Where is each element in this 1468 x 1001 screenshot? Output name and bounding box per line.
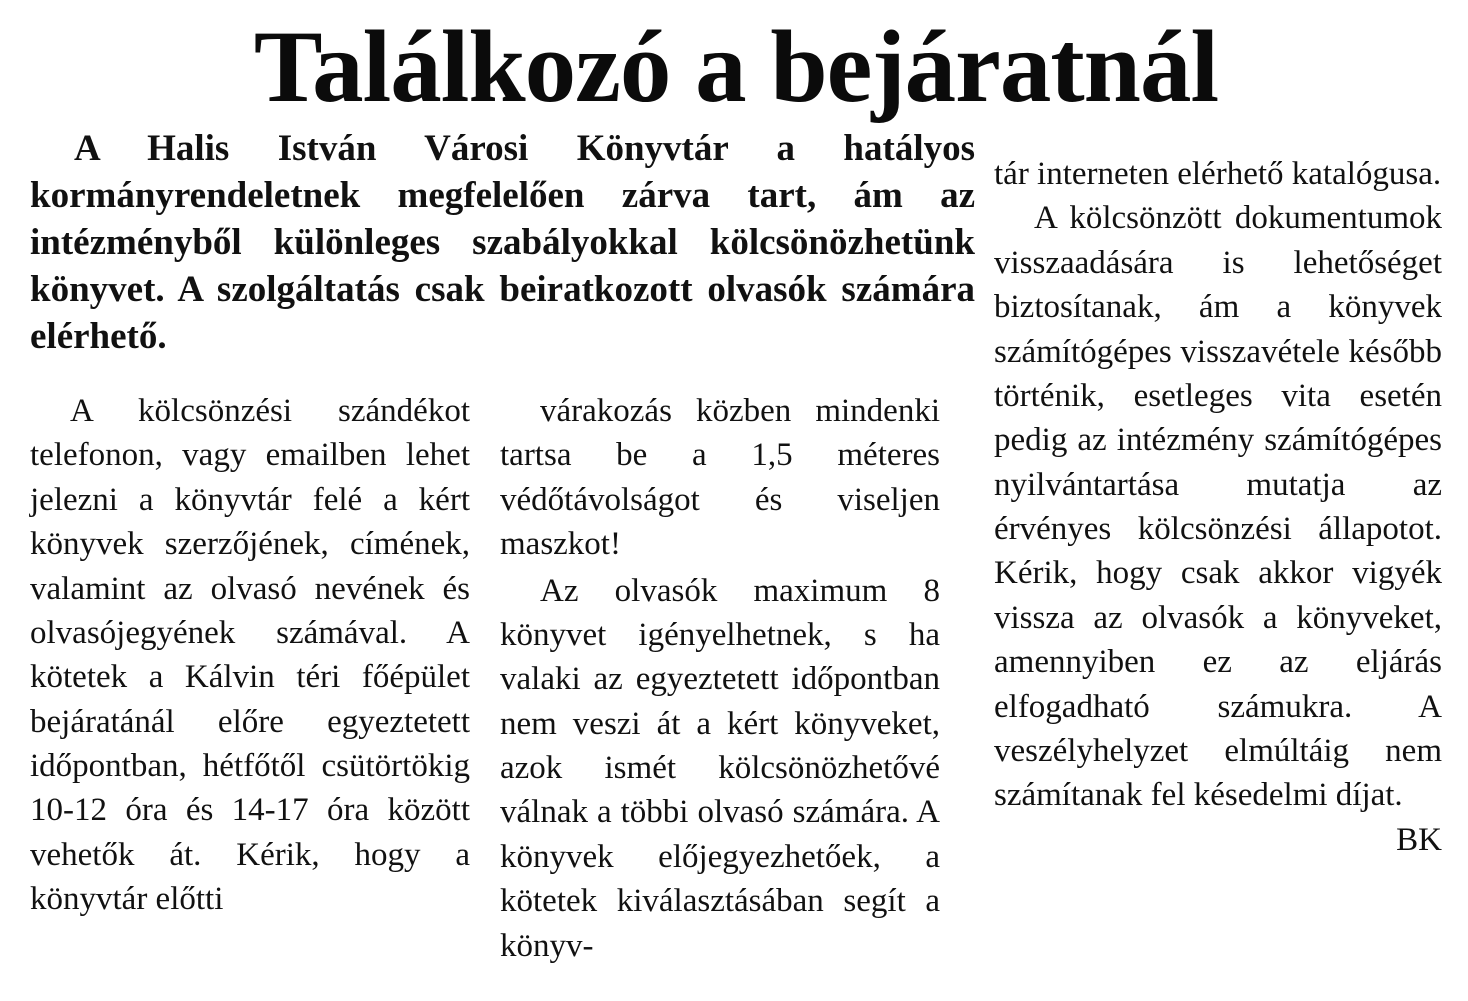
paragraph: várakozás közben mindenki tartsa be a 1,5 méteres védőtávolságot és viseljen maszkot! — [500, 393, 940, 563]
paragraph: A kölcsönzési szándékot telefonon, vagy emailben lehet jelezni a könyvtár felé a kért könyvek szerzőjének, címének, valamint az olvasó nevének és olvasójegyének számával. A kötetek a Kálvin téri főépület bejáratánál előre egyeztetett időpontban, hétfőtől csütörtökig 10-12 óra és 14-17 óra között vehetők át. Kérik, hogy a könyvtár előtti — [30, 393, 470, 918]
page-title: Találkozó a bejáratnál — [253, 10, 1219, 124]
paragraph: tár interneten elérhető katalógusa. — [994, 156, 1442, 192]
column-right — [994, 152, 1442, 862]
column-middle — [500, 389, 940, 968]
paragraph: Az olvasók maximum 8 könyvet igényelhetnek, s ha valaki az egyeztetett időpontban nem veszi át a kért könyveket, azok ismét kölcsönözhetővé válnak a többi olvasó számára. A könyvek előjegyezhetőek, a kötetek kiválasztásában segít a könyv- — [500, 572, 940, 964]
lead-paragraph: A Halis István Városi Könyvtár a hatályos kormányrendeletnek megfelelően zárva tart, ám az intézményből különleges szabályokkal kölcsönözhetünk könyvet. A szolgáltatás csak beiratkozott olvasók számára elérhető. — [30, 128, 975, 358]
lead-paragraph-block — [30, 126, 975, 361]
column-left — [30, 389, 470, 922]
byline: BK — [1396, 821, 1442, 858]
paragraph: A kölcsönzött dokumentumok visszaadására is lehetőséget biztosítanak, ám a könyvek számítógépes visszavétele később történik, esetleges vita esetén pedig az intézmény számítógépes nyilvántartása mutatja az érvényes kölcsönzési állapotot. Kérik, hogy csak akkor vigyék vissza az olvasók a könyveket, amennyiben ez az eljárás elfogadható számukra. A veszélyhelyzet elmúltáig nem számítanak fel késedelmi díjat. — [994, 200, 1442, 814]
